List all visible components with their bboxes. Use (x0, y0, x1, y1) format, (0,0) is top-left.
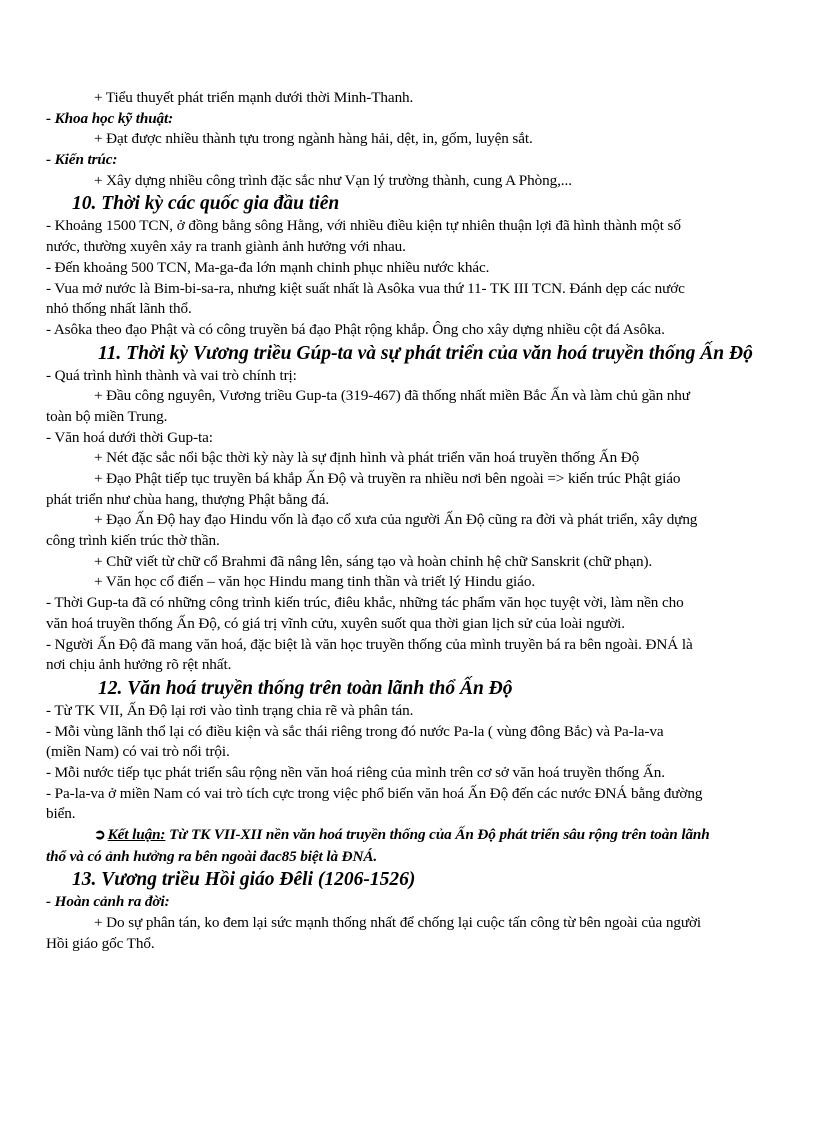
paragraph-line: - Quá trình hình thành và vai trò chính trị: (46, 366, 297, 384)
paragraph-line: - Khoảng 1500 TCN, ở đồng bằng sông Hằng, với nhiều điều kiện tự nhiên thuận lợi đã hình thành một số (46, 217, 681, 235)
paragraph-line: văn hoá truyền thống Ấn Độ, có giá trị vĩnh cửu, xuyên suốt qua thời gian lịch sử của loài người. (46, 614, 625, 632)
subheading-context: - Hoàn cảnh ra đời: (46, 893, 170, 911)
conclusion-line (46, 825, 782, 847)
paragraph-line: nước, thường xuyên xảy ra tranh giành ảnh hưởng với nhau. (46, 238, 406, 256)
paragraph-line: biển. (46, 805, 76, 823)
paragraph-line: - Vua mở nước là Bim-bi-sa-ra, nhưng kiệt suất nhất là Asôka vua thứ 11- TK III TCN. Đánh dẹp các nước (46, 279, 685, 297)
paragraph-line: (miền Nam) có vai trò nổi trội. (46, 743, 230, 761)
arrow-right-icon: ➲ (94, 828, 106, 843)
paragraph-line: - Mỗi nước tiếp tục phát triển sâu rộng nền văn hoá riêng của mình trên cơ sở văn hoá truyền thống Ấn. (46, 763, 665, 781)
section-heading-11: 11. Thời kỳ Vương triều Gúp-ta và sự phát triển của văn hoá truyền thống Ấn Độ (98, 342, 753, 364)
conclusion-line-2: thổ và có ảnh hưởng ra bên ngoài đac85 biệt là ĐNÁ. (46, 847, 378, 865)
paragraph-line: + Đạo Ấn Độ hay đạo Hindu vốn là đạo cổ xưa của người Ấn Độ cũng ra đời và phát triển, xây dựng (94, 511, 698, 529)
section-heading-10: 10. Thời kỳ các quốc gia đầu tiên (72, 193, 340, 215)
conclusion-label: Kết luận: (107, 826, 166, 843)
paragraph-line: + Chữ viết từ chữ cổ Brahmi đã nâng lên, sáng tạo và hoàn chỉnh hệ chữ Sanskrit (chữ phạn). (94, 552, 653, 570)
paragraph-line: + Tiểu thuyết phát triển mạnh dưới thời Minh-Thanh. (94, 89, 414, 106)
paragraph-line: + Đầu công nguyên, Vương triều Gup-ta (319-467) đã thống nhất miền Bắc Ấn và làm chủ gần như (94, 387, 690, 405)
paragraph-line: - Thời Gup-ta đã có những công trình kiến trúc, điêu khắc, những tác phẩm văn học tuyệt vời, làm nền cho (46, 594, 684, 612)
paragraph-line: toàn bộ miền Trung. (46, 407, 168, 425)
paragraph-line: nhỏ thống nhất lãnh thổ. (46, 300, 192, 318)
paragraph-line: - Người Ấn Độ đã mang văn hoá, đặc biệt là văn học truyền thống của mình truyền bá ra bên ngoài. ĐNÁ là (46, 635, 693, 653)
conclusion-text: Từ TK VII-XII nền văn hoá truyền thống của Ấn Độ phát triển sâu rộng trên toàn lãnh (165, 826, 710, 843)
paragraph-line: + Do sự phân tán, ko đem lại sức mạnh thống nhất để chống lại cuộc tấn công từ bên ngoài của người (94, 914, 702, 932)
paragraph-line: nơi chịu ảnh hưởng rõ rệt nhất. (46, 656, 232, 674)
paragraph-line: - Mỗi vùng lãnh thổ lại có điều kiện và sắc thái riêng trong đó nước Pa-la ( vùng đông Bắc) và Pa-la-va (46, 722, 664, 740)
paragraph-line: + Xây dựng nhiều công trình đặc sắc như Vạn lý trường thành, cung A Phòng,... (94, 171, 572, 189)
section-heading-13: 13. Vương triều Hồi giáo Đêli (1206-1526) (72, 869, 416, 891)
subheading-science: - Khoa học kỹ thuật: (46, 109, 174, 127)
paragraph-line: - Asôka theo đạo Phật và có công truyền bá đạo Phật rộng khắp. Ông cho xây dựng nhiều cột đá Asôka. (46, 320, 665, 338)
paragraph-line: - Đến khoảng 500 TCN, Ma-ga-đa lớn mạnh chinh phục nhiều nước khác. (46, 258, 490, 276)
paragraph-line: + Nét đặc sắc nổi bậc thời kỳ này là sự định hình và phát triển văn hoá truyền thống Ấn Độ (94, 449, 640, 467)
section-heading-12: 12. Văn hoá truyền thống trên toàn lãnh thổ Ấn Độ (98, 677, 513, 699)
paragraph-line: - Từ TK VII, Ấn Độ lại rơi vào tình trạng chia rẽ và phân tán. (46, 701, 414, 719)
paragraph-line: - Văn hoá dưới thời Gup-ta: (46, 428, 213, 446)
paragraph-line: công trình kiến trúc thờ thần. (46, 532, 220, 550)
paragraph-line: + Văn học cổ điển – văn học Hindu mang tinh thần và triết lý Hindu giáo. (94, 573, 536, 591)
paragraph-line: - Pa-la-va ở miền Nam có vai trò tích cực trong việc phổ biến văn hoá Ấn Độ đến các nước ĐNÁ bằng đường (46, 784, 703, 802)
paragraph-line: Hồi giáo gốc Thổ. (46, 934, 155, 952)
paragraph-line: + Đạo Phật tiếp tục truyền bá khắp Ấn Độ và truyền ra nhiều nơi bên ngoài => kiến trúc Phật giáo (94, 470, 681, 487)
paragraph-line: phát triển như chùa hang, thượng Phật bằng đá. (46, 490, 330, 508)
document-page (46, 88, 782, 954)
subheading-architecture: - Kiến trúc: (46, 151, 118, 169)
paragraph-line: + Đạt được nhiều thành tựu trong ngành hàng hải, dệt, in, gốm, luyện sắt. (94, 130, 533, 148)
